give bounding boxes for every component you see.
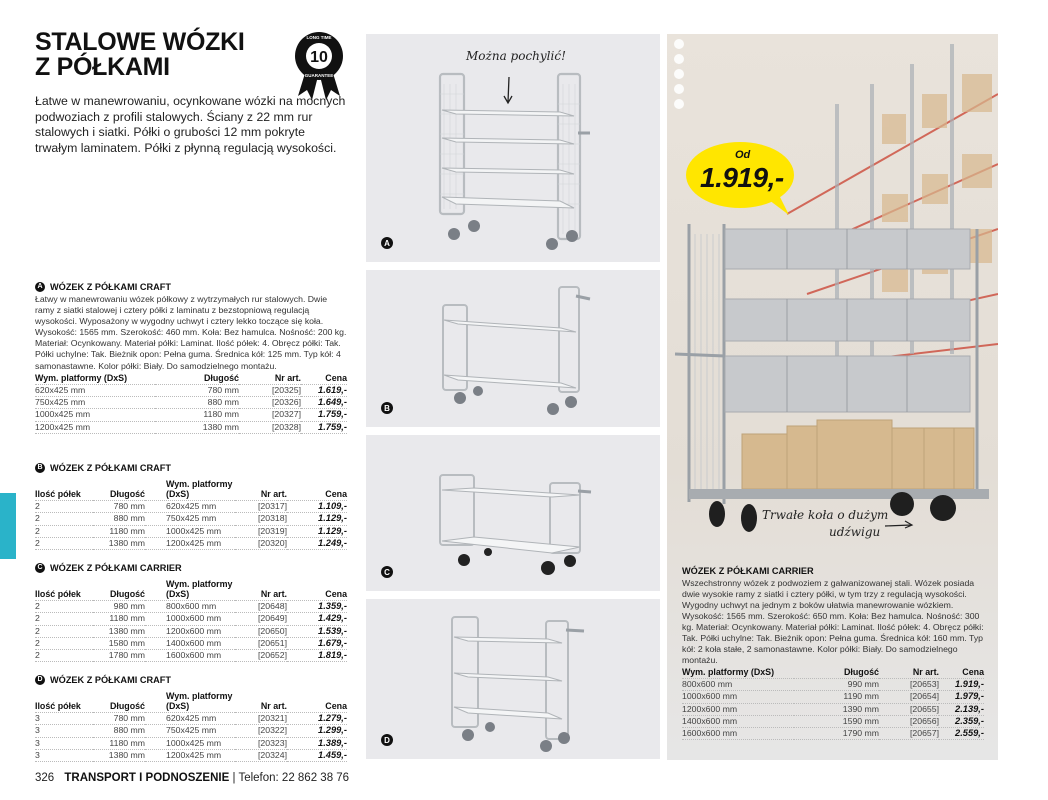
cell: [20654] (879, 691, 939, 703)
price: 1.359,- (287, 601, 347, 613)
price: 1.129,- (287, 525, 347, 537)
letter-a-badge: A (35, 282, 45, 292)
table-row (35, 637, 347, 649)
price: 1.539,- (287, 625, 347, 637)
cell: 1000x425 mm (35, 409, 155, 421)
section-b-heading (35, 462, 347, 474)
letter-a-image-badge: A (381, 237, 393, 249)
cell: 880 mm (93, 725, 145, 737)
page-number: 326 (35, 772, 55, 784)
letter-d-image-badge: D (381, 734, 393, 746)
cell: 990 mm (794, 679, 879, 691)
col-header: Wym. platformy (DxS) (682, 666, 794, 679)
cell: 2 (35, 537, 93, 549)
section-a (35, 281, 347, 434)
table-row (35, 396, 347, 408)
col-header: Nr art. (235, 690, 287, 713)
col-header: Długość (93, 578, 145, 601)
cell: 1200x600 mm (682, 703, 794, 715)
table-row (35, 713, 347, 725)
col-header: Nr art. (235, 478, 287, 501)
footer-phone: Telefon: 22 862 38 76 (238, 772, 350, 784)
table-row (35, 650, 347, 662)
table-row (35, 384, 347, 396)
table-row (682, 691, 984, 703)
cart-carrier-illustration-icon (366, 435, 660, 591)
section-d-heading (35, 674, 347, 686)
price: 1.429,- (287, 613, 347, 625)
cell: 1190 mm (794, 691, 879, 703)
cell: [20325] (239, 384, 301, 396)
col-header: Wym. platformy (DxS) (145, 578, 235, 601)
col-header: Cena (287, 578, 347, 601)
cell: 1380 mm (155, 421, 239, 433)
guarantee-rosette-icon (290, 30, 348, 102)
cell: 1200x425 mm (35, 421, 155, 433)
col-header: Nr art. (879, 666, 939, 679)
price: 1.759,- (301, 409, 347, 421)
cell: [20653] (879, 679, 939, 691)
price: 1.279,- (287, 713, 347, 725)
cell: 980 mm (93, 601, 145, 613)
cell: 3 (35, 737, 93, 749)
cell: 1790 mm (794, 728, 879, 740)
section-d-title: WÓZEK Z PÓŁKAMI CRAFT (50, 675, 171, 685)
handwritten-note-wheels-line2: udźwigu (829, 525, 881, 539)
price: 1.919,- (939, 679, 984, 691)
cell: [20317] (235, 501, 287, 513)
table-row (35, 537, 347, 549)
handwritten-note-wheels-line1: Trwałe koła o dużym (762, 508, 889, 522)
cell: 1400x600 mm (145, 637, 235, 649)
col-header: Cena (287, 690, 347, 713)
cell: 1200x425 mm (145, 749, 235, 761)
table-row (35, 749, 347, 761)
cell: 2 (35, 625, 93, 637)
letter-b-badge: B (35, 463, 45, 473)
cell: 880 mm (93, 513, 145, 525)
footer-section-name: TRANSPORT I PODNOSZENIE (64, 772, 230, 784)
table-row (35, 513, 347, 525)
col-header: Wym. platformy (DxS) (145, 478, 235, 501)
col-header: Cena (301, 372, 347, 385)
col-header: Cena (939, 666, 984, 679)
price: 1.299,- (287, 725, 347, 737)
cell: 620x425 mm (35, 384, 155, 396)
cell: 1200x425 mm (145, 537, 235, 549)
cell: [20655] (879, 703, 939, 715)
cell: [20324] (235, 749, 287, 761)
cart-4-shelves-illustration-icon (366, 34, 660, 262)
cell: [20648] (235, 601, 287, 613)
price: 1.249,- (287, 537, 347, 549)
col-header: Wym. platformy (DxS) (145, 690, 235, 713)
cell: 2 (35, 613, 93, 625)
cell: 1380 mm (93, 537, 145, 549)
letter-c-image-badge: C (381, 566, 393, 578)
price: 2.139,- (939, 703, 984, 715)
section-b-table (35, 478, 347, 550)
cell: [20651] (235, 637, 287, 649)
cell: 750x425 mm (35, 396, 155, 408)
price-bubble-value: 1.919,- (700, 162, 784, 193)
cell: 620x425 mm (145, 713, 235, 725)
cell: 1180 mm (93, 525, 145, 537)
cell: 1000x425 mm (145, 525, 235, 537)
table-row (35, 601, 347, 613)
cell: 2 (35, 525, 93, 537)
section-c-heading (35, 562, 347, 574)
handwritten-note-tiltable: Można pochylić! (466, 49, 566, 63)
cell: 800x600 mm (145, 601, 235, 613)
section-b (35, 462, 347, 550)
cell: 880 mm (155, 396, 239, 408)
cell: 1180 mm (155, 409, 239, 421)
cell: 2 (35, 501, 93, 513)
letter-c-badge: C (35, 563, 45, 573)
svg-text:LONG TIME: LONG TIME (306, 35, 332, 40)
table-row (35, 613, 347, 625)
price-bubble-prefix: Od (735, 149, 751, 161)
table-row (682, 728, 984, 740)
cell: 1600x600 mm (682, 728, 794, 740)
cell: 750x425 mm (145, 725, 235, 737)
cell: 1000x600 mm (145, 613, 235, 625)
col-header: Nr art. (239, 372, 301, 385)
title-line-2: Z PÓŁKAMI (35, 53, 170, 81)
table-row (35, 409, 347, 421)
col-header: Cena (287, 478, 347, 501)
table-row (35, 625, 347, 637)
price: 1.679,- (287, 637, 347, 649)
cell: 780 mm (93, 713, 145, 725)
table-row (35, 525, 347, 537)
carrier-heading: WÓZEK Z PÓŁKAMI CARRIER (682, 566, 814, 576)
section-a-description: Łatwy w manewrowaniu wózek półkowy z wytrzymałych rur stalowych. Dwie ramy z siatki stalowej i cztery półki z laminatu z bezstopniową regulacją wysokości. Wyposażony w wygodny uchwyt i cztery lekko toczące się koła. Wysokość: 1565 mm. Szerokość: 460 mm. Koła: Bez hamulca. Nośność: 200 kg. Materiał: Ocynkowany. Materiał półki: Laminat. Ilość półek: 4. Obręcz półki: Tak. Półki uchylne: Tak. Bieżnik opon: Pełna guma. Średnica kół: 125 mm. Typ kół: 4 samonastawne. Kolor półki: Biały. Do samodzielnego montażu. (35, 294, 347, 371)
section-a-table (35, 372, 347, 434)
cell: 750x425 mm (145, 513, 235, 525)
section-color-tab (0, 493, 16, 559)
cell: 2 (35, 513, 93, 525)
cell: 1590 mm (794, 715, 879, 727)
cell: 780 mm (93, 501, 145, 513)
cart-3-shelves-illustration-icon (366, 599, 660, 759)
cell: [20320] (235, 537, 287, 549)
carrier-product-block (682, 565, 984, 740)
product-image-b (366, 270, 660, 427)
cell: [20319] (235, 525, 287, 537)
cell: [20318] (235, 513, 287, 525)
cell: [20652] (235, 650, 287, 662)
cell: 1180 mm (93, 613, 145, 625)
table-row (35, 737, 347, 749)
cell: 3 (35, 749, 93, 761)
cell: [20657] (879, 728, 939, 740)
carrier-description: Wszechstronny wózek z podwoziem z galwanizowanej stali. Wózek posiada dwie wysokie ramy z siatki i cztery półki, w tym trzy z regulacją wysokości. Wygodny uchwyt na jednym z boków ułatwia manewrowanie wózkiem. Wysokość: 1565 mm. Szerokość: 650 mm. Koła: Bez hamulca. Nośność: 300 kg. Materiał: Ocynkowany. Materiał półki: Laminat. Ilość półek: 4. Obręcz półki: Tak. Półki uchylne: Tak. Bieżnik opon: Pełna guma. Średnica kół: 160 mm. Typ kół: 2 koła stałe, 2 samonastawne. Kolor półki: Biały. Do samodzielnego montażu. (682, 578, 984, 665)
carrier-table (682, 666, 984, 740)
col-header: Wym. platformy (DxS) (35, 372, 155, 385)
section-d-table (35, 690, 347, 762)
cell: 3 (35, 713, 93, 725)
page-footer (35, 772, 349, 784)
section-c (35, 562, 347, 662)
col-header: Długość (93, 690, 145, 713)
table-row (682, 679, 984, 691)
cell: 1400x600 mm (682, 715, 794, 727)
letter-b-image-badge: B (381, 402, 393, 414)
table-row (35, 501, 347, 513)
price: 1.389,- (287, 737, 347, 749)
svg-text:10: 10 (310, 49, 328, 66)
cell: 2 (35, 601, 93, 613)
section-a-heading (35, 281, 347, 293)
cell: [20322] (235, 725, 287, 737)
cell: [20321] (235, 713, 287, 725)
cell: 1380 mm (93, 749, 145, 761)
cell: 1390 mm (794, 703, 879, 715)
price: 2.559,- (939, 728, 984, 740)
cell: 1380 mm (93, 625, 145, 637)
cell: [20326] (239, 396, 301, 408)
cell: 1000x600 mm (682, 691, 794, 703)
price: 1.649,- (301, 396, 347, 408)
cart-2-shelves-illustration-icon (366, 270, 660, 427)
col-header: Długość (155, 372, 239, 385)
cell: 800x600 mm (682, 679, 794, 691)
cell: 1600x600 mm (145, 650, 235, 662)
cell: 1200x600 mm (145, 625, 235, 637)
price: 1.759,- (301, 421, 347, 433)
cell: 780 mm (155, 384, 239, 396)
section-b-title: WÓZEK Z PÓŁKAMI CRAFT (50, 463, 171, 473)
cell: 2 (35, 637, 93, 649)
product-image-c (366, 435, 660, 591)
table-row (682, 715, 984, 727)
price: 1.979,- (939, 691, 984, 703)
price: 1.819,- (287, 650, 347, 662)
svg-text:GUARANTEE: GUARANTEE (304, 73, 334, 78)
cell: [20327] (239, 409, 301, 421)
section-a-title: WÓZEK Z PÓŁKAMI CRAFT (50, 282, 171, 292)
price: 1.109,- (287, 501, 347, 513)
product-image-a (366, 34, 660, 262)
intro-text: Łatwe w manewrowaniu, ocynkowane wózki na mocnych podwoziach z profili stalowych. Ściany z 22 mm rur stalowych i siatki. Półki o grubości 12 mm pokryte trwałym laminatem. Półki z płynną regulacją wysokości. (35, 94, 346, 155)
table-row (682, 703, 984, 715)
price: 1.459,- (287, 749, 347, 761)
title-line-1: STALOWE WÓZKI (35, 28, 245, 56)
col-header: Długość (794, 666, 879, 679)
cell: [20649] (235, 613, 287, 625)
col-header: Ilość półek (35, 578, 93, 601)
price: 1.619,- (301, 384, 347, 396)
cell: 2 (35, 650, 93, 662)
col-header: Ilość półek (35, 478, 93, 501)
cell: 1180 mm (93, 737, 145, 749)
col-header: Nr art. (235, 578, 287, 601)
cell: [20323] (235, 737, 287, 749)
section-c-title: WÓZEK Z PÓŁKAMI CARRIER (50, 563, 182, 573)
section-c-table (35, 578, 347, 662)
price: 2.359,- (939, 715, 984, 727)
cell: [20650] (235, 625, 287, 637)
cell: [20328] (239, 421, 301, 433)
cell: 1780 mm (93, 650, 145, 662)
cell: 1580 mm (93, 637, 145, 649)
table-row (35, 421, 347, 433)
section-d (35, 674, 347, 762)
cell: 1000x425 mm (145, 737, 235, 749)
col-header: Długość (93, 478, 145, 501)
letter-d-badge: D (35, 675, 45, 685)
cell: [20656] (879, 715, 939, 727)
price: 1.129,- (287, 513, 347, 525)
table-row (35, 725, 347, 737)
footer-separator: | (232, 772, 236, 784)
product-image-d (366, 599, 660, 759)
cell: 620x425 mm (145, 501, 235, 513)
col-header: Ilość półek (35, 690, 93, 713)
cell: 3 (35, 725, 93, 737)
